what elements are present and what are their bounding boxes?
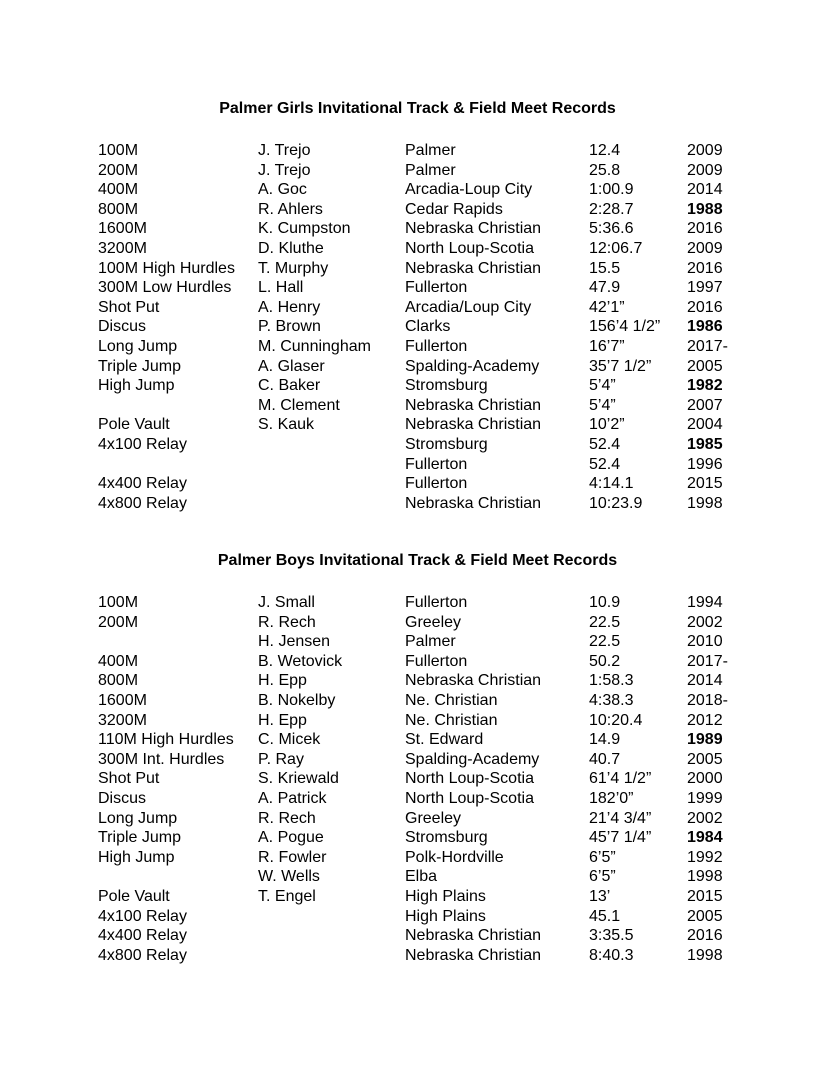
record-event: 1600M xyxy=(98,691,147,709)
record-mark: 182’0” xyxy=(589,789,634,807)
record-event: Pole Vault xyxy=(98,416,170,434)
record-year: 2010 xyxy=(687,633,723,651)
record-row xyxy=(0,691,835,711)
record-event: Discus xyxy=(98,318,147,336)
record-mark: 13’ xyxy=(589,887,611,905)
record-mark: 6’5” xyxy=(589,868,616,886)
record-row xyxy=(0,396,835,416)
record-mark: 12:06.7 xyxy=(589,239,643,257)
record-school: St. Edward xyxy=(405,731,484,749)
record-year: 2017- xyxy=(687,337,728,355)
record-mark: 2:28.7 xyxy=(589,200,634,218)
record-athlete: R. Rech xyxy=(258,809,316,827)
record-athlete: M. Clement xyxy=(258,396,340,414)
record-athlete: B. Wetovick xyxy=(258,652,343,670)
record-event: 100M xyxy=(98,142,139,159)
record-school: Palmer xyxy=(405,633,456,651)
boys-records-title: Palmer Boys Invitational Track & Field Meet Records xyxy=(217,552,618,569)
record-mark: 15.5 xyxy=(589,259,621,277)
record-mark: 35’7 1/2” xyxy=(589,357,652,375)
record-athlete: C. Micek xyxy=(258,731,321,749)
record-event: Shot Put xyxy=(98,770,160,788)
record-athlete: S. Kriewald xyxy=(258,770,339,788)
record-row xyxy=(0,357,835,377)
record-event: 1600M xyxy=(98,220,147,238)
record-year: 1988 xyxy=(687,200,723,218)
record-mark: 8:40.3 xyxy=(589,946,634,964)
record-school: Fullerton xyxy=(405,594,468,611)
record-row xyxy=(0,907,835,927)
record-mark: 25.8 xyxy=(589,161,621,179)
record-year: 1985 xyxy=(687,435,723,453)
record-athlete: H. Epp xyxy=(258,711,307,729)
record-event: High Jump xyxy=(98,377,175,395)
record-school: Stromsburg xyxy=(405,377,488,395)
record-event: 4x400 Relay xyxy=(98,475,187,493)
record-athlete: R. Rech xyxy=(258,613,316,631)
record-athlete: T. Engel xyxy=(258,887,316,905)
record-row xyxy=(0,317,835,337)
record-mark: 6’5” xyxy=(589,848,616,866)
record-school: Fullerton xyxy=(405,455,468,473)
record-mark: 4:38.3 xyxy=(589,691,634,709)
record-school: Greeley xyxy=(405,809,462,827)
record-row xyxy=(0,259,835,279)
record-year: 2015 xyxy=(687,887,723,905)
record-athlete: J. Trejo xyxy=(258,161,311,179)
record-school: North Loup-Scotia xyxy=(405,770,534,788)
record-mark: 14.9 xyxy=(589,731,621,749)
record-year: 2012 xyxy=(687,711,723,729)
record-school: Palmer xyxy=(405,142,456,159)
record-row xyxy=(0,848,835,868)
record-athlete: S. Kauk xyxy=(258,416,315,434)
record-school: Ne. Christian xyxy=(405,711,498,729)
record-mark: 52.4 xyxy=(589,435,621,453)
record-athlete: A. Goc xyxy=(258,181,307,199)
record-event: Long Jump xyxy=(98,809,178,827)
record-row xyxy=(0,867,835,887)
record-mark: 45.1 xyxy=(589,907,621,925)
record-year: 2016 xyxy=(687,259,723,277)
record-year: 2005 xyxy=(687,750,723,768)
record-event: 400M xyxy=(98,181,139,199)
record-row xyxy=(0,376,835,396)
record-row xyxy=(0,180,835,200)
record-event: 300M Low Hurdles xyxy=(98,279,232,297)
record-year: 1994 xyxy=(687,594,723,611)
record-mark: 10’2” xyxy=(589,416,625,434)
record-athlete: A. Henry xyxy=(258,298,321,316)
record-athlete: C. Baker xyxy=(258,377,321,395)
record-athlete: T. Murphy xyxy=(258,259,329,277)
record-event: 300M Int. Hurdles xyxy=(98,750,225,768)
record-row xyxy=(0,161,835,181)
boys-records-section xyxy=(0,550,835,965)
record-school: Nebraska Christian xyxy=(405,259,542,277)
record-school: High Plains xyxy=(405,887,486,905)
record-row xyxy=(0,455,835,475)
record-school: Fullerton xyxy=(405,652,468,670)
record-athlete: H. Jensen xyxy=(258,633,331,651)
record-year: 1986 xyxy=(687,318,723,336)
record-school: Polk-Hordville xyxy=(405,848,504,866)
record-school: Fullerton xyxy=(405,475,468,493)
record-event: Discus xyxy=(98,789,147,807)
record-mark: 156’4 1/2” xyxy=(589,318,661,336)
record-mark: 50.2 xyxy=(589,652,621,670)
record-mark: 10:20.4 xyxy=(589,711,643,729)
record-school: Nebraska Christian xyxy=(405,416,542,434)
record-year: 2009 xyxy=(687,239,723,257)
record-school: Fullerton xyxy=(405,337,468,355)
record-year: 1989 xyxy=(687,731,723,749)
record-school: Arcadia/Loup City xyxy=(405,298,532,316)
record-year: 2002 xyxy=(687,809,723,827)
record-school: Nebraska Christian xyxy=(405,494,542,512)
record-year: 2007 xyxy=(687,396,723,414)
record-event: 100M xyxy=(98,594,139,611)
record-mark: 4:14.1 xyxy=(589,475,634,493)
record-athlete: A. Glaser xyxy=(258,357,325,375)
record-row xyxy=(0,278,835,298)
record-athlete: K. Cumpston xyxy=(258,220,351,238)
record-year: 2014 xyxy=(687,672,723,690)
record-row xyxy=(0,926,835,946)
record-row xyxy=(0,711,835,731)
record-mark: 5’4” xyxy=(589,396,616,414)
record-year: 1998 xyxy=(687,494,723,512)
record-athlete: R. Fowler xyxy=(258,848,327,866)
record-event: High Jump xyxy=(98,848,175,866)
record-year: 2016 xyxy=(687,220,723,238)
record-school: Spalding-Academy xyxy=(405,357,540,375)
record-school: Spalding-Academy xyxy=(405,750,540,768)
record-year: 1999 xyxy=(687,789,723,807)
record-athlete: A. Patrick xyxy=(258,789,327,807)
record-event: 400M xyxy=(98,652,139,670)
record-school: Arcadia-Loup City xyxy=(405,181,533,199)
record-row xyxy=(0,219,835,239)
record-event: 3200M xyxy=(98,711,147,729)
record-row xyxy=(0,200,835,220)
girls-records-table xyxy=(0,141,835,513)
record-mark: 5’4” xyxy=(589,377,616,395)
record-event: 4x100 Relay xyxy=(98,435,187,453)
record-year: 2014 xyxy=(687,181,723,199)
record-row xyxy=(0,415,835,435)
record-mark: 42’1” xyxy=(589,298,625,316)
record-school: Palmer xyxy=(405,161,456,179)
record-school: Clarks xyxy=(405,318,451,336)
record-mark: 21’4 3/4” xyxy=(589,809,652,827)
record-event: 4x400 Relay xyxy=(98,927,187,945)
record-year: 2009 xyxy=(687,142,723,159)
record-school: High Plains xyxy=(405,907,486,925)
record-mark: 40.7 xyxy=(589,750,621,768)
record-year: 1997 xyxy=(687,279,723,297)
record-school: Greeley xyxy=(405,613,462,631)
record-row xyxy=(0,613,835,633)
record-school: Nebraska Christian xyxy=(405,672,542,690)
record-event: Shot Put xyxy=(98,298,160,316)
record-athlete: J. Trejo xyxy=(258,142,311,159)
record-year: 2005 xyxy=(687,907,723,925)
record-row xyxy=(0,337,835,357)
record-mark: 52.4 xyxy=(589,455,621,473)
record-mark: 10.9 xyxy=(589,594,621,611)
record-athlete: A. Pogue xyxy=(258,829,324,847)
record-mark: 1:58.3 xyxy=(589,672,634,690)
record-event: 4x800 Relay xyxy=(98,946,187,964)
record-year: 2002 xyxy=(687,613,723,631)
record-row xyxy=(0,593,835,613)
record-event: 200M xyxy=(98,613,139,631)
record-mark: 47.9 xyxy=(589,279,621,297)
record-row xyxy=(0,789,835,809)
record-row xyxy=(0,750,835,770)
record-row xyxy=(0,474,835,494)
record-athlete: J. Small xyxy=(258,594,315,611)
record-year: 1992 xyxy=(687,848,723,866)
record-year: 2004 xyxy=(687,416,723,434)
record-athlete: W. Wells xyxy=(258,868,320,886)
record-event: Long Jump xyxy=(98,337,178,355)
record-row xyxy=(0,435,835,455)
record-event: 3200M xyxy=(98,239,147,257)
record-mark: 16’7” xyxy=(589,337,625,355)
record-row xyxy=(0,730,835,750)
record-row xyxy=(0,809,835,829)
record-event: Triple Jump xyxy=(98,829,181,847)
record-year: 2018- xyxy=(687,691,728,709)
record-athlete: R. Ahlers xyxy=(258,200,323,218)
record-row xyxy=(0,652,835,672)
record-row xyxy=(0,828,835,848)
record-mark: 12.4 xyxy=(589,142,621,159)
record-mark: 61’4 1/2” xyxy=(589,770,652,788)
record-row xyxy=(0,887,835,907)
girls-records-title: Palmer Girls Invitational Track & Field Meet Records xyxy=(219,100,616,117)
record-year: 2015 xyxy=(687,475,723,493)
record-school: North Loup-Scotia xyxy=(405,789,534,807)
record-year: 2016 xyxy=(687,927,723,945)
record-school: Cedar Rapids xyxy=(405,200,503,218)
record-school: Fullerton xyxy=(405,279,468,297)
record-event: 200M xyxy=(98,161,139,179)
record-row xyxy=(0,494,835,514)
record-event: 100M High Hurdles xyxy=(98,259,235,277)
record-row xyxy=(0,298,835,318)
record-row xyxy=(0,769,835,789)
record-school: Stromsburg xyxy=(405,829,488,847)
record-mark: 1:00.9 xyxy=(589,181,634,199)
record-event: 4x800 Relay xyxy=(98,494,187,512)
record-athlete: M. Cunningham xyxy=(258,337,371,355)
record-row xyxy=(0,946,835,966)
record-year: 2005 xyxy=(687,357,723,375)
record-event: Pole Vault xyxy=(98,887,170,905)
record-year: 1982 xyxy=(687,377,723,395)
record-year: 1996 xyxy=(687,455,723,473)
record-year: 1984 xyxy=(687,829,723,847)
record-event: 800M xyxy=(98,672,139,690)
record-athlete: P. Brown xyxy=(258,318,321,336)
record-row xyxy=(0,671,835,691)
record-mark: 5:36.6 xyxy=(589,220,634,238)
record-mark: 45’7 1/4” xyxy=(589,829,652,847)
record-school: Stromsburg xyxy=(405,435,488,453)
record-year: 2009 xyxy=(687,161,723,179)
record-school: Nebraska Christian xyxy=(405,220,542,238)
record-event: Triple Jump xyxy=(98,357,181,375)
record-mark: 22.5 xyxy=(589,613,621,631)
record-school: Nebraska Christian xyxy=(405,396,542,414)
record-school: Ne. Christian xyxy=(405,691,498,709)
record-event: 4x100 Relay xyxy=(98,907,187,925)
record-school: Nebraska Christian xyxy=(405,927,542,945)
record-row xyxy=(0,141,835,161)
record-event: 800M xyxy=(98,200,139,218)
record-athlete: P. Ray xyxy=(258,750,304,768)
record-year: 1998 xyxy=(687,946,723,964)
record-year: 1998 xyxy=(687,868,723,886)
record-year: 2017- xyxy=(687,652,728,670)
record-row xyxy=(0,632,835,652)
girls-records-section xyxy=(0,98,835,513)
record-year: 2000 xyxy=(687,770,723,788)
record-mark: 3:35.5 xyxy=(589,927,634,945)
record-athlete: D. Kluthe xyxy=(258,239,324,257)
record-athlete: L. Hall xyxy=(258,279,304,297)
record-year: 2016 xyxy=(687,298,723,316)
record-athlete: H. Epp xyxy=(258,672,307,690)
record-school: Nebraska Christian xyxy=(405,946,542,964)
record-row xyxy=(0,239,835,259)
record-school: North Loup-Scotia xyxy=(405,239,534,257)
record-school: Elba xyxy=(405,868,438,886)
record-athlete: B. Nokelby xyxy=(258,691,336,709)
record-mark: 22.5 xyxy=(589,633,621,651)
boys-records-table xyxy=(0,593,835,965)
record-event: 110M High Hurdles xyxy=(98,731,234,749)
record-mark: 10:23.9 xyxy=(589,494,643,512)
